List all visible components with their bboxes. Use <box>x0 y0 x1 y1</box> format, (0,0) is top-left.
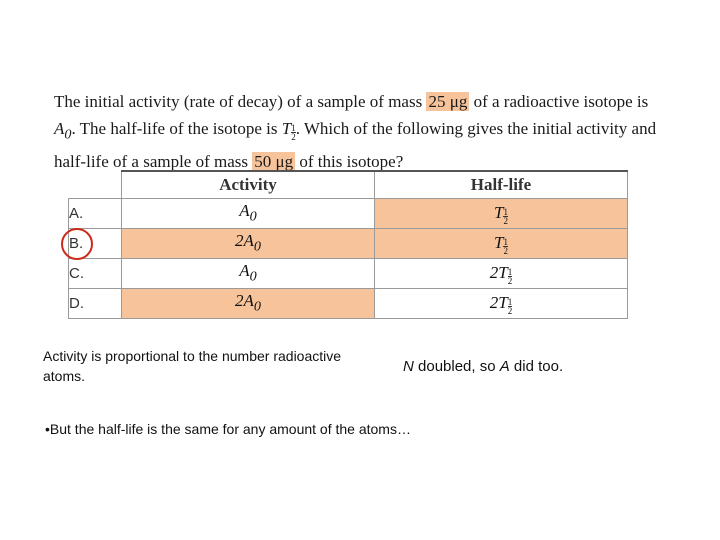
option-letter: C. <box>69 259 122 289</box>
half-life-cell: 2T $\frac{1}{2}$ <box>375 289 628 319</box>
half-life-cell: T $\frac{1}{2}$ <box>375 199 628 229</box>
answer-table <box>68 170 628 319</box>
question-part-1: The initial activity (rate of decay) of a sample of mass <box>54 92 427 111</box>
proportional-note: Activity is proportional to the number radioactive atoms. <box>43 348 342 384</box>
answer-row-a[interactable] <box>69 199 628 229</box>
activity-cell: $2A_0$ <box>122 289 375 319</box>
selection-circle-icon <box>61 228 93 260</box>
half-life-cell: T $\frac{1}{2}$ <box>375 229 628 259</box>
activity-cell: $A_0$ <box>122 199 375 229</box>
half-life-symbol: T $\frac{1}{2}$ <box>281 119 296 142</box>
question-text <box>54 88 664 175</box>
answer-row-c[interactable] <box>69 259 628 289</box>
option-letter-selected: B. <box>69 229 122 259</box>
option-letter: D. <box>69 289 122 319</box>
half-life-cell: 2T $\frac{1}{2}$ <box>375 259 628 289</box>
option-letter: A. <box>69 199 122 229</box>
activity-cell: $A_0$ <box>122 259 375 289</box>
activity-cell: $2A_0$ <box>122 229 375 259</box>
answer-row-d[interactable] <box>69 289 628 319</box>
question-part-2: of a radioactive isotope is <box>469 92 649 111</box>
question-part-3: . The half-life of the isotope is <box>71 119 282 138</box>
half-life-note: •But the half-life is the same for any amount of the atoms… <box>45 421 411 437</box>
question-part-4: . Which of the following gives the initial activity and half-life of a sample of mass <box>54 119 657 172</box>
initial-activity-symbol: $A_0$ <box>54 119 72 143</box>
mass-highlight-2: 50 μg <box>254 152 294 172</box>
mass-highlight-1: 25 μg <box>428 92 468 111</box>
activity-header: Activity <box>122 171 375 199</box>
answer-row-b[interactable] <box>69 229 628 259</box>
doubled-note: N doubled, so A did too. <box>403 358 564 375</box>
question-part-5: of this isotope? <box>295 152 404 172</box>
half-life-header: Half-life <box>375 171 628 199</box>
